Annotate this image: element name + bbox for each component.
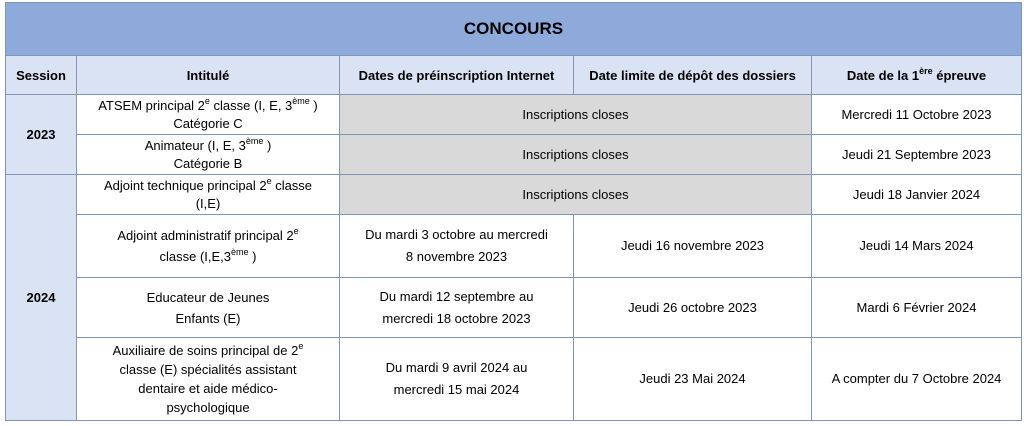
intitule-cell: Adjoint technique principal 2e classe (I,E): [77, 175, 340, 215]
depot-cell: Jeudi 26 octobre 2023: [574, 278, 812, 338]
depot-cell: Jeudi 23 Mai 2024: [574, 338, 812, 421]
header-row: [6, 56, 1022, 95]
concours-table: [5, 2, 1022, 421]
session-cell-2024: 2024: [6, 175, 77, 421]
epreuve-cell: Jeudi 14 Mars 2024: [812, 215, 1022, 278]
header-intitule: Intitulé: [77, 56, 340, 95]
epreuve-cell: Mercredi 11 Octobre 2023: [812, 95, 1022, 135]
intitule-cell: Auxiliaire de soins principal de 2e classe (E) spécialités assistant dentaire et aide médico- psychologique: [77, 338, 340, 421]
header-session: Session: [6, 56, 77, 95]
status-cell: Inscriptions closes: [340, 175, 812, 215]
table-row: [6, 278, 1022, 338]
preinscription-cell: Du mardi 3 octobre au mercredi 8 novembre 2023: [340, 215, 574, 278]
preinscription-cell: Du mardi 9 avril 2024 au mercredi 15 mai 2024: [340, 338, 574, 421]
epreuve-cell: Mardi 6 Février 2024: [812, 278, 1022, 338]
header-depot: Date limite de dépôt des dossiers: [574, 56, 812, 95]
epreuve-cell: Jeudi 21 Septembre 2023: [812, 135, 1022, 175]
table-row: [6, 95, 1022, 135]
intitule-cell: Animateur (I, E, 3ème ) Catégorie B: [77, 135, 340, 175]
table-row: [6, 135, 1022, 175]
intitule-cell: Adjoint administratif principal 2e classe (I,E,3ème ): [77, 215, 340, 278]
epreuve-cell: A compter du 7 Octobre 2024: [812, 338, 1022, 421]
table-row: [6, 215, 1022, 278]
intitule-cell: Educateur de Jeunes Enfants (E): [77, 278, 340, 338]
session-cell-2023: 2023: [6, 95, 77, 175]
table-title: CONCOURS: [6, 3, 1022, 56]
intitule-cell: ATSEM principal 2e classe (I, E, 3ème ) Catégorie C: [77, 95, 340, 135]
header-preinscription: Dates de préinscription Internet: [340, 56, 574, 95]
preinscription-cell: Du mardi 12 septembre au mercredi 18 octobre 2023: [340, 278, 574, 338]
status-cell: Inscriptions closes: [340, 95, 812, 135]
status-cell: Inscriptions closes: [340, 135, 812, 175]
depot-cell: Jeudi 16 novembre 2023: [574, 215, 812, 278]
header-epreuve: Date de la 1ère épreuve: [812, 56, 1022, 95]
table-row: [6, 338, 1022, 421]
epreuve-cell: Jeudi 18 Janvier 2024: [812, 175, 1022, 215]
table-row: [6, 175, 1022, 215]
